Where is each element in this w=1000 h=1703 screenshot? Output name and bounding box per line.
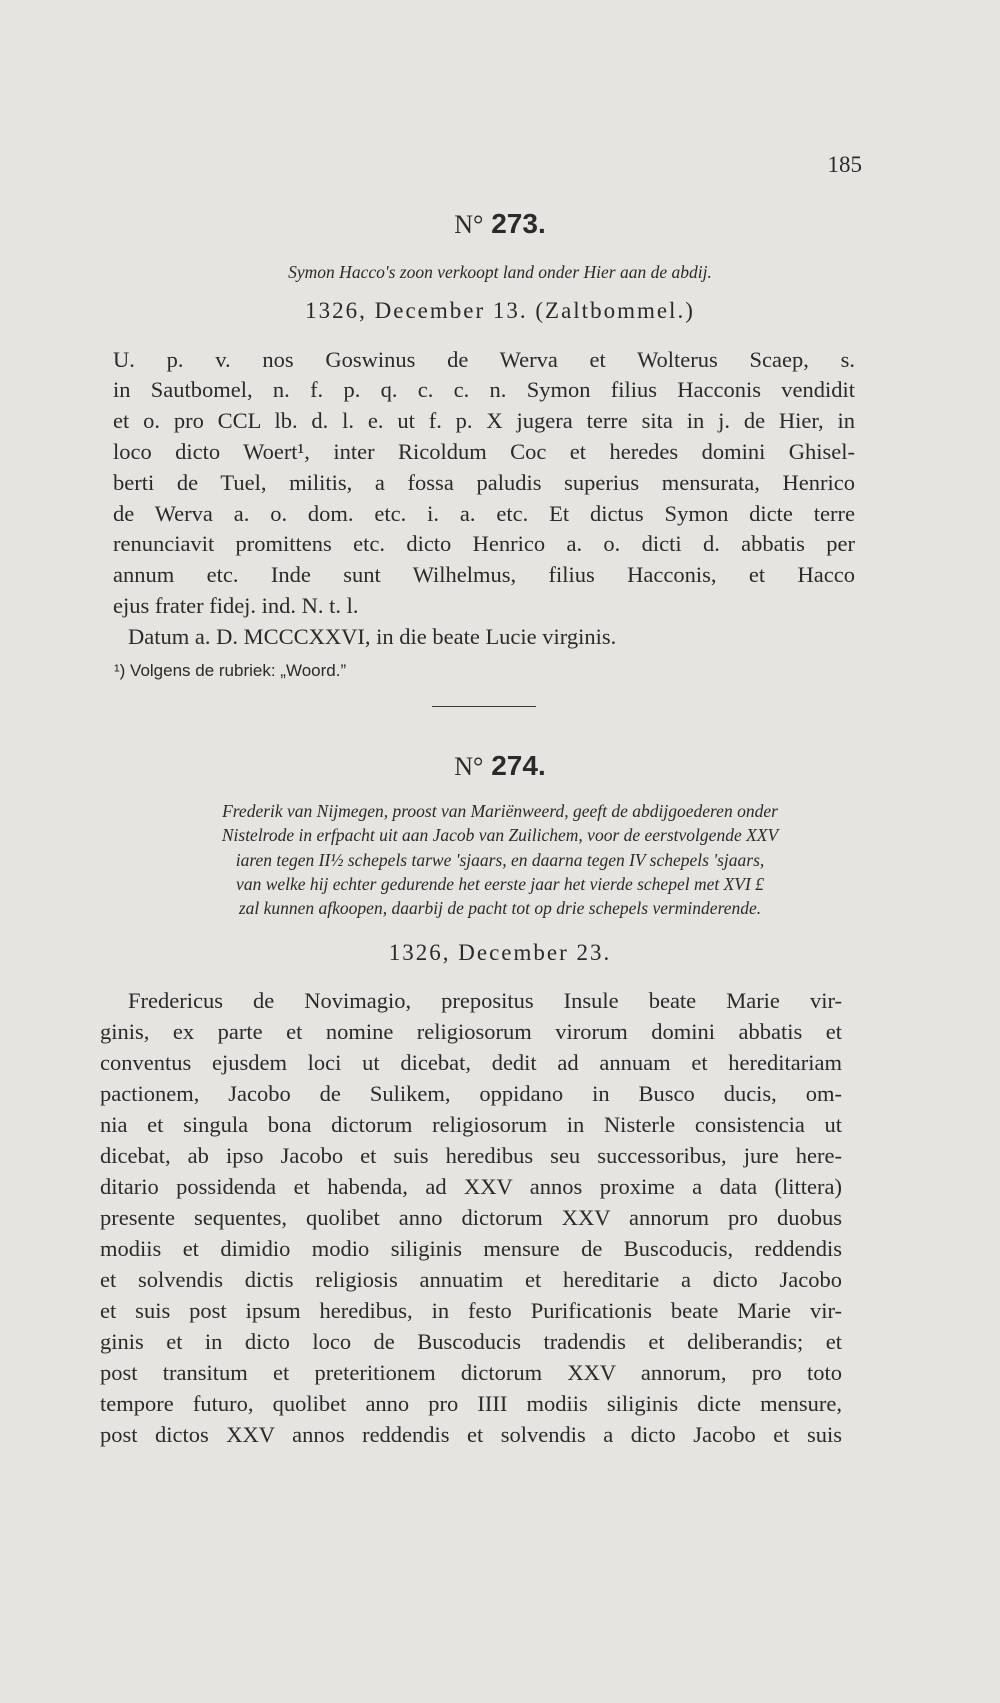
charter-274-line: ginis et in dicto loco de Buscoducis tradendis et deliberandis; et bbox=[100, 1329, 842, 1354]
charter-number: 273. bbox=[491, 208, 546, 239]
number-label: N° bbox=[454, 752, 484, 781]
charter-273-heading bbox=[0, 208, 1000, 240]
charter-274-summary-line: Nistelrode in erfpacht uit aan Jacob van Zuilichem, voor de eerstvolgende XXV bbox=[221, 825, 779, 845]
charter-274-line: ginis, ex parte et nomine religiosorum virorum domini abbatis et bbox=[100, 1019, 842, 1044]
charter-274-summary-line: van welke hij echter gedurende het eerste jaar het vierde schepel met XVI £ bbox=[236, 874, 764, 894]
charter-274-summary-line: Frederik van Nijmegen, proost van Mariënweerd, geeft de abdijgoederen onder bbox=[222, 801, 778, 821]
charter-273-line: renunciavit promittens etc. dicto Henrico a. o. dicti d. abbatis per bbox=[113, 531, 855, 556]
page-number: 185 bbox=[827, 152, 862, 177]
section-divider bbox=[432, 706, 536, 707]
charter-274-line: tempore futuro, quolibet anno pro IIII modiis siliginis dicte mensure, bbox=[100, 1391, 842, 1416]
charter-274-line: conventus ejusdem loci ut dicebat, dedit ad annuam et hereditariam bbox=[100, 1050, 842, 1075]
charter-274-line: Fredericus de Novimagio, prepositus Insule beate Marie vir- bbox=[128, 988, 842, 1013]
charter-274-line: nia et singula bona dictorum religiosorum in Nisterle consistencia ut bbox=[100, 1112, 842, 1137]
charter-273-line: ejus frater fidej. ind. N. t. l. bbox=[113, 593, 359, 618]
charter-274-line: post transitum et preteritionem dictorum XXV annorum, pro toto bbox=[100, 1360, 842, 1385]
charter-274-line: et suis post ipsum heredibus, in festo Purificationis beate Marie vir- bbox=[100, 1298, 842, 1323]
charter-273-line: berti de Tuel, militis, a fossa paludis superius mensurata, Henrico bbox=[113, 470, 855, 495]
number-label: N° bbox=[454, 210, 484, 239]
charter-274-line: ditario possidenda et habenda, ad XXV annos proxime a data (littera) bbox=[100, 1174, 842, 1199]
charter-274-summary-line: zal kunnen afkoopen, daarbij de pacht tot op drie schepels verminderende. bbox=[238, 898, 762, 918]
charter-number: 274. bbox=[491, 750, 546, 781]
charter-273-footnote: ¹) Volgens de rubriek: „Woord.” bbox=[114, 661, 347, 680]
charter-273-line: annum etc. Inde sunt Wilhelmus, filius Hacconis, et Hacco bbox=[113, 562, 855, 587]
charter-273-line: U. p. v. nos Goswinus de Werva et Wolterus Scaep, s. bbox=[113, 347, 855, 372]
charter-274-line: pactionem, Jacobo de Sulikem, oppidano in Busco ducis, om- bbox=[100, 1081, 842, 1106]
charter-274-line: presente sequentes, quolibet anno dictorum XXV annorum pro duobus bbox=[100, 1205, 842, 1230]
charter-273-date: 1326, December 13. (Zaltbommel.) bbox=[305, 298, 695, 323]
charter-274-line: modiis et dimidio modio siliginis mensure de Buscoducis, reddendis bbox=[100, 1236, 842, 1261]
charter-274-line: post dictos XXV annos reddendis et solvendis a dicto Jacobo et suis bbox=[100, 1422, 842, 1447]
charter-274-date: 1326, December 23. bbox=[388, 940, 612, 965]
charter-274-summary-line: iaren tegen II½ schepels tarwe 'sjaars, en daarna tegen IV schepels 'sjaars, bbox=[235, 850, 765, 870]
charter-273-line: loco dicto Woert¹, inter Ricoldum Coc et heredes domini Ghisel- bbox=[113, 439, 855, 464]
charter-274-heading bbox=[0, 750, 1000, 782]
charter-273-line: in Sautbomel, n. f. p. q. c. c. n. Symon filius Hacconis vendidit bbox=[113, 377, 855, 402]
charter-274-line: dicebat, ab ipso Jacobo et suis heredibus seu successoribus, jure here- bbox=[100, 1143, 842, 1168]
charter-273-line: et o. pro CCL lb. d. l. e. ut f. p. X jugera terre sita in j. de Hier, in bbox=[113, 408, 855, 433]
charter-273-line: de Werva a. o. dom. etc. i. a. etc. Et dictus Symon dicte terre bbox=[113, 501, 855, 526]
charter-273-summary: Symon Hacco's zoon verkoopt land onder Hier aan de abdij. bbox=[288, 262, 712, 282]
charter-274-line: et solvendis dictis religiosis annuatim et hereditarie a dicto Jacobo bbox=[100, 1267, 842, 1292]
charter-273-dating-line: Datum a. D. MCCCXXVI, in die beate Lucie virginis. bbox=[128, 624, 617, 649]
